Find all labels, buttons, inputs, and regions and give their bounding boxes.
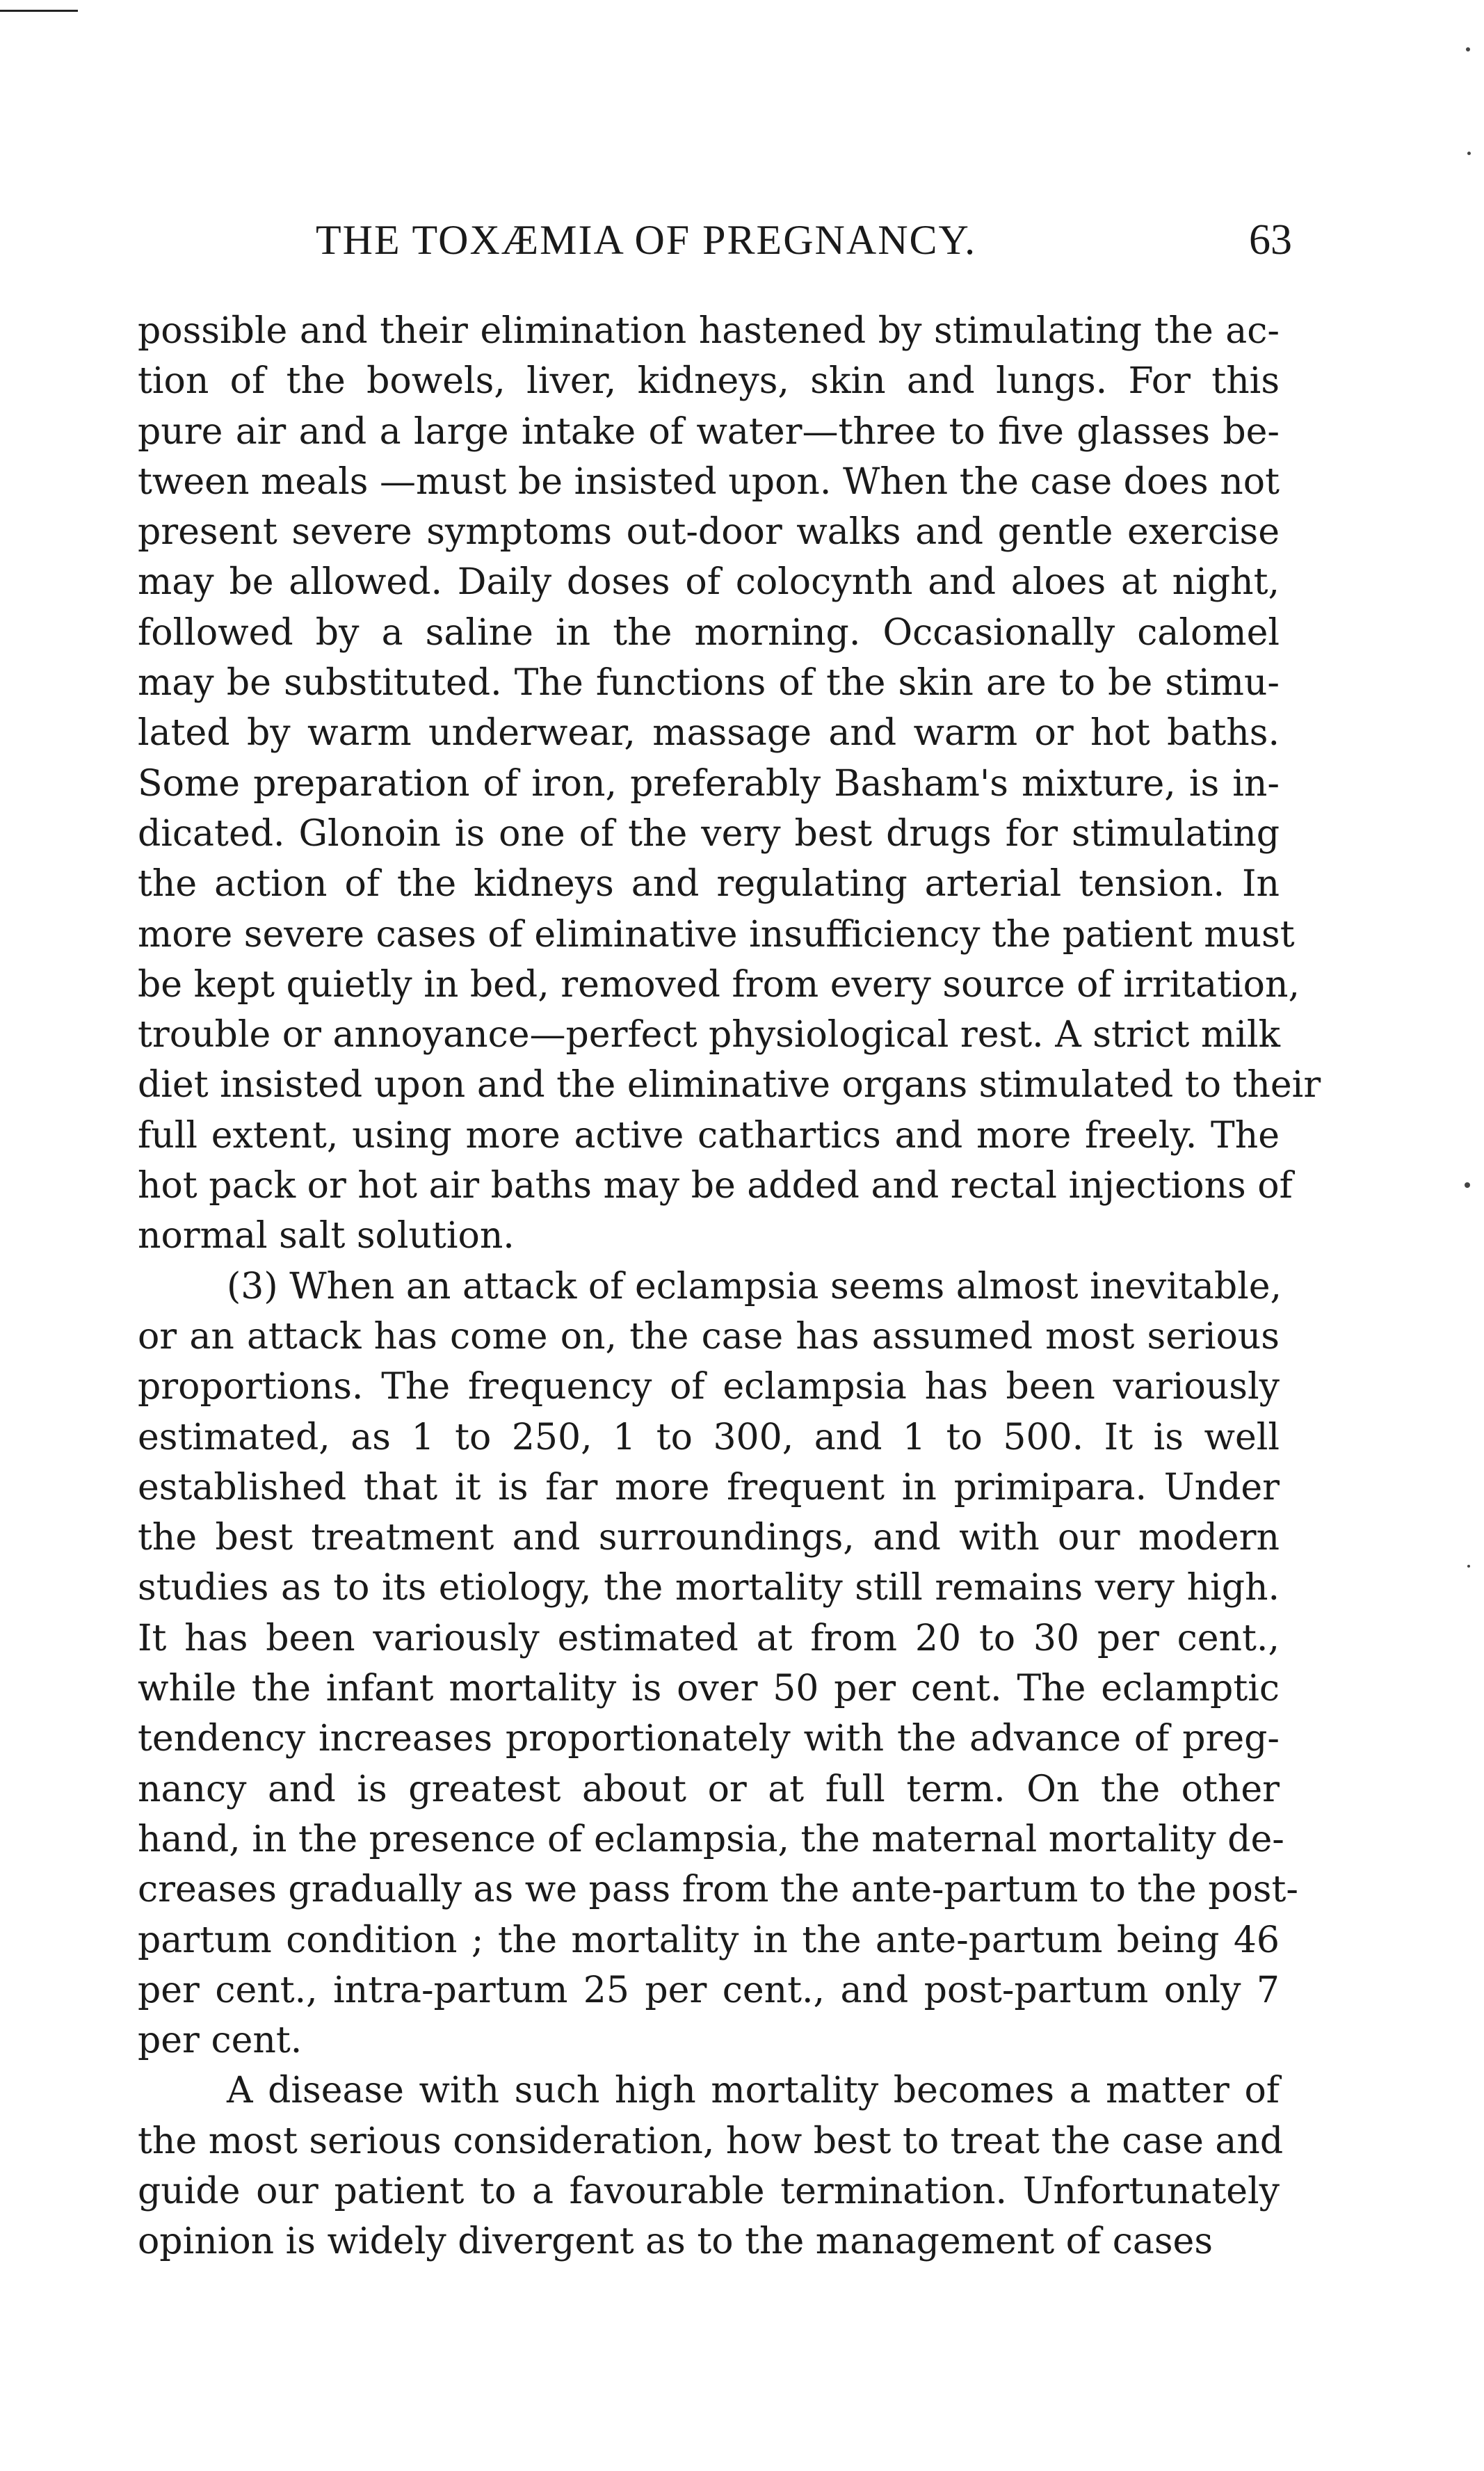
text-line: A disease with such high mortality becomes a matter of <box>227 2070 1280 2112</box>
paragraph <box>138 2066 1284 2267</box>
text-line: tion of the bowels, liver, kidneys, skin and lungs. For this <box>138 360 1280 403</box>
text-line: tendency increases proportionately with the advance of preg- <box>138 1718 1280 1760</box>
text-line: Some preparation of iron, preferably Basham's mixture, is in- <box>138 762 1280 805</box>
text-line: hand, in the presence of eclampsia, the maternal mortality de- <box>138 1818 1284 1860</box>
running-title: THE TOXÆMIA OF PREGNANCY. <box>316 217 977 263</box>
text-line: established that it is far more frequent in primipara. Under <box>138 1466 1280 1508</box>
text-line: dicated. Glonoin is one of the very best drugs for stimulating <box>138 812 1280 855</box>
paragraph <box>138 306 1321 1262</box>
text-line: possible and their elimination hastened by stimulating the ac- <box>138 310 1280 352</box>
margin-speck <box>1467 1565 1470 1568</box>
text-line: creases gradually as we pass from the ante-partum to the post- <box>138 1869 1298 1911</box>
top-rule <box>0 10 78 12</box>
text-line: per cent., intra-partum 25 per cent., and post-partum only 7 <box>138 1969 1280 2011</box>
text-line: (3) When an attack of eclampsia seems almost inevitable, <box>227 1265 1282 1307</box>
text-line: be kept quietly in bed, removed from every source of irritation, <box>138 963 1300 1006</box>
text-line: normal salt solution. <box>138 1215 515 1257</box>
text-line: estimated, as 1 to 250, 1 to 300, and 1 to 500. It is well <box>138 1416 1280 1458</box>
text-line: the best treatment and surroundings, and with our modern <box>138 1517 1280 1559</box>
margin-speck <box>1466 47 1470 51</box>
text-line: full extent, using more active cathartics and more freely. The <box>138 1114 1280 1157</box>
text-line: or an attack has come on, the case has assumed most serious <box>138 1315 1280 1358</box>
text-line: partum condition ; the mortality in the ante-partum being 46 <box>138 1919 1280 1961</box>
margin-speck <box>1465 1182 1470 1188</box>
text-line: diet insisted upon and the eliminative organs stimulated to their <box>138 1064 1321 1106</box>
text-line: followed by a saline in the morning. Occasionally calomel <box>138 611 1280 654</box>
text-line: It has been variously estimated at from 20 to 30 per cent., <box>138 1617 1280 1659</box>
body-text <box>138 306 1321 2267</box>
paragraph <box>138 1262 1298 2066</box>
margin-speck <box>1467 152 1471 155</box>
text-line: lated by warm underwear, massage and warm or hot baths. <box>138 712 1280 755</box>
text-line: pure air and a large intake of water—three to five glasses be- <box>138 410 1280 453</box>
text-line: may be substituted. The functions of the skin are to be stimu- <box>138 662 1280 705</box>
text-line: trouble or annoyance—perfect physiological rest. A strict milk <box>138 1014 1280 1056</box>
text-line: present severe symptoms out-door walks and gentle exercise <box>138 511 1280 554</box>
page-number: 63 <box>1249 216 1292 264</box>
text-line: while the infant mortality is over 50 per cent. The eclamptic <box>138 1668 1280 1710</box>
text-line: may be allowed. Daily doses of colocynth and aloes at night, <box>138 561 1280 604</box>
text-line: proportions. The frequency of eclampsia has been variously <box>138 1366 1280 1408</box>
text-line: hot pack or hot air baths may be added and rectal injections of <box>138 1165 1293 1207</box>
text-line: nancy and is greatest about or at full term. On the other <box>138 1768 1280 1810</box>
text-line: opinion is widely divergent as to the management of cases <box>138 2221 1213 2263</box>
text-line: guide our patient to a favourable termination. Unfortunately <box>138 2170 1280 2212</box>
text-line: the most serious consideration, how best to treat the case and <box>138 2120 1284 2162</box>
text-line: studies as to its etiology, the mortality still remains very high. <box>138 1567 1280 1609</box>
text-line: per cent. <box>138 2020 303 2062</box>
text-line: tween meals —must be insisted upon. When the case does not <box>138 460 1280 503</box>
text-line: the action of the kidneys and regulating arterial tension. In <box>138 863 1280 906</box>
page-header <box>138 209 1292 271</box>
text-line: more severe cases of eliminative insufficiency the patient must <box>138 913 1295 956</box>
